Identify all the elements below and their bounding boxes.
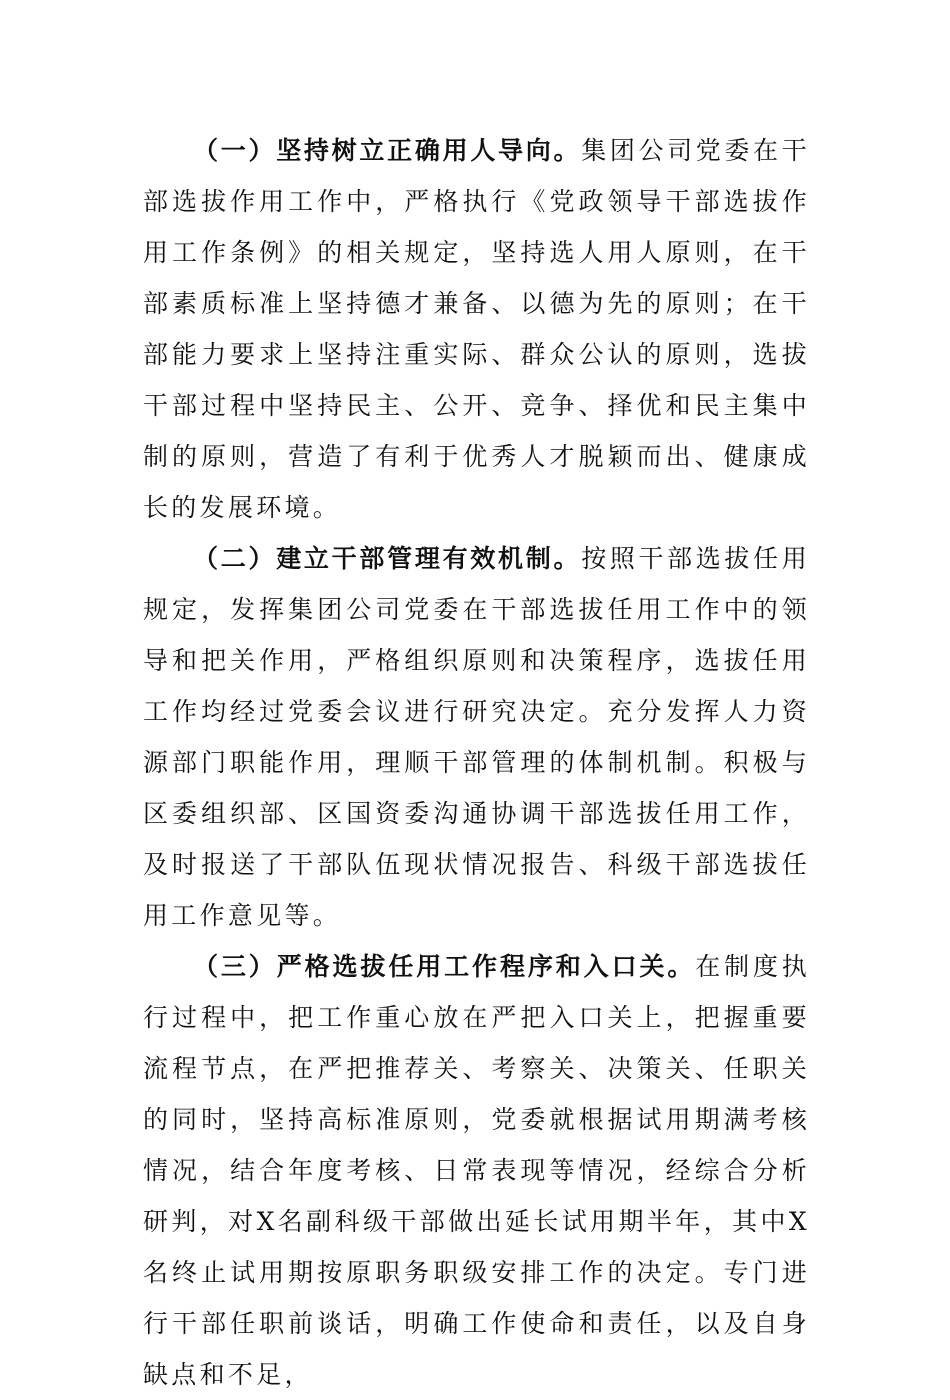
paragraph-2-heading: （二）建立干部管理有效机制。 xyxy=(193,544,582,573)
paragraph-3-heading: （三）严格选拔任用工作程序和入口关。 xyxy=(193,952,696,981)
paragraph-1 xyxy=(143,125,810,533)
paragraph-3-text: 在制度执行过程中，把工作重心放在严把入口关上，把握重要流程节点，在严把推荐关、考察关、决策关、任职关的同时，坚持高标准原则，党委就根据试用期满考核情况，结合年度考核、日常表现等情况，经综合分析研判，对X名副科级干部做出延长试用期半年，其中X名终止试用期按原职务职级安排工作的决定。专门进行干部任职前谈话，明确工作使命和责任，以及自身缺点和不足， xyxy=(143,952,811,1389)
document-body xyxy=(143,125,810,1400)
paragraph-2-text: 按照干部选拔任用规定，发挥集团公司党委在干部选拔任用工作中的领导和把关作用，严格组织原则和决策程序，选拔任用工作均经过党委会议进行研究决定。充分发挥人力资源部门职能作用，理顺干部管理的体制机制。积极与区委组织部、区国资委沟通协调干部选拔任用工作，及时报送了干部队伍现状情况报告、科级干部选拔任用工作意见等。 xyxy=(143,544,810,930)
paragraph-3 xyxy=(143,941,810,1400)
paragraph-2 xyxy=(143,533,810,941)
paragraph-1-text: 集团公司党委在干部选拔作用工作中，严格执行《党政领导干部选拔作用工作条例》的相关规定，坚持选人用人原则，在干部素质标准上坚持德才兼备、以德为先的原则；在干部能力要求上坚持注重实际、群众公认的原则，选拔干部过程中坚持民主、公开、竞争、择优和民主集中制的原则，营造了有利于优秀人才脱颖而出、健康成长的发展环境。 xyxy=(143,136,810,522)
paragraph-1-heading: （一）坚持树立正确用人导向。 xyxy=(193,136,582,165)
